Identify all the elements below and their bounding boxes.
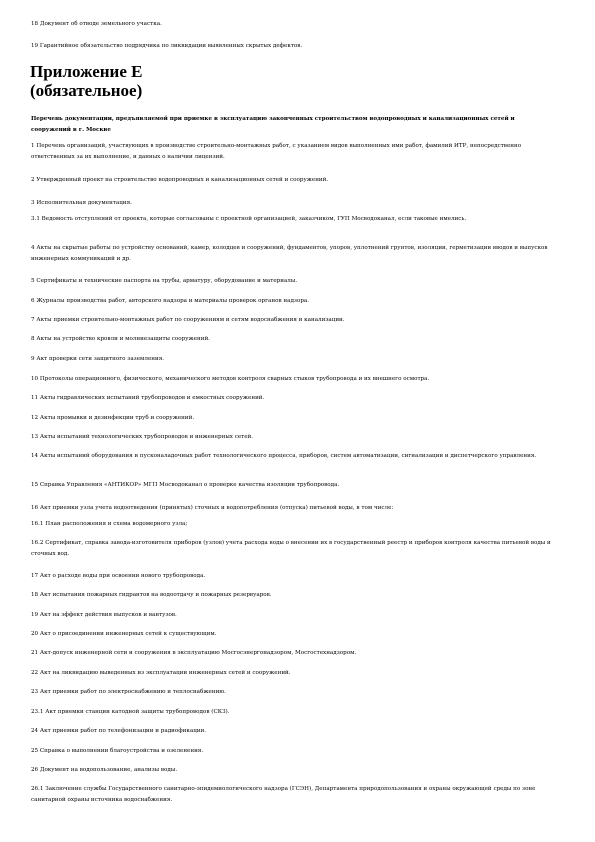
list-item: 3.1 Ведомость отступлений от проекта, которые согласованы с проектной организацией, заказчиком, ГУП Мосводоканал, если таковые имелись. xyxy=(31,216,467,222)
list-item: 24 Акт приемки работ по телефонизации и радиофикации. xyxy=(31,728,207,734)
intro-paragraph: Перечень документации, предъявляемой при приемке в эксплуатацию законченных строительством водопроводных и канализационных сетей и сооружений в г. Москве xyxy=(31,116,515,133)
list-item: 18 Акт испытания пожарных гидрантов на водоотдачу и пожарных резервуаров. xyxy=(31,592,272,598)
appendix-title-line2: (обязательное) xyxy=(30,81,143,100)
list-item: 10 Протоколы операционного, физического, механического методов контроля сварных стыков трубопровода и их внешнего осмотра. xyxy=(31,376,430,382)
list-item: 22 Акт на ликвидацию выведенных из эксплуатации инженерных сетей и сооружений. xyxy=(31,670,291,676)
list-item: 21 Акт-допуск инженерной сети и сооружения в эксплуатацию Мосгосэнергонадзором, Мосгостехнадзором. xyxy=(31,650,357,656)
list-item: 17 Акт о расходе воды при освоении нового трубопровода. xyxy=(31,573,206,579)
list-item: 9 Акт проверки сети защитного заземления. xyxy=(31,356,165,362)
list-item: 16.2 Сертификат, справка завода-изготовителя приборов (узлов) учета расхода воды о внесении их в государственный реестр и приборов контроля качества питьевой воды и сточных вод. xyxy=(31,540,551,557)
list-item: 18 Документ об отводе земельного участка. xyxy=(31,21,162,27)
list-item: 8 Акты на устройство кровли и молниезащиты сооружений. xyxy=(31,336,210,342)
list-item: 5 Сертификаты и технические паспорта на трубы, арматуру, оборудование и материалы. xyxy=(31,278,298,284)
appendix-title-line1: Приложение Е xyxy=(30,62,143,81)
list-item: 2 Утвержденный проект на строительство водопроводных и канализационных сетей и сооружений. xyxy=(31,177,329,183)
list-item: 25 Справка о выполнении благоустройства и озеленения. xyxy=(31,748,204,754)
list-item: 15 Справка Управления «АНТИКОР» МГП Мосводоканал о проверке качества изоляции трубопровода. xyxy=(31,482,340,488)
list-item: 26.1 Заключение службы Государственного санитарно-эпидемиологического надзора (ГСЭН), Департамента природопользования и охраны окружающей среды по зоне санитарной охраны источника водоснабжения. xyxy=(31,786,536,803)
list-item: 4 Акты на скрытые работы по устройству оснований, камер, колодцев и сооружений, фундаментов, упоров, уплотнений грунтов, изоляции, герметизации вводов и выпусков инженерных коммуникаций и др. xyxy=(31,245,548,262)
list-item: 19 Гарантийное обязательство подрядчика по ликвидации выявленных скрытых дефектов. xyxy=(31,43,303,49)
list-item: 16 Акт приемки узла учета водоотведения (принятых) сточных и водопотребления (отпуска) питьевой воды, в том числе: xyxy=(31,505,394,511)
list-item: 14 Акты испытаний оборудования и пусконаладочных работ технологического процесса, приборов, систем автоматизации, сигнализации и диспетчерского управления. xyxy=(31,453,537,459)
list-item: 11 Акты гидравлических испытаний трубопроводов и емкостных сооружений. xyxy=(31,395,265,401)
list-item: 6 Журналы производства работ, авторского надзора и материалы проверок органов надзора. xyxy=(31,298,310,304)
list-item: 23 Акт приемки работ по электроснабжению и теплоснабжению. xyxy=(31,689,226,695)
list-item: 7 Акты приемки строительно-монтажных работ по сооружениям и сетям водоснабжения и канализации. xyxy=(31,317,345,323)
list-item: 16.1 План расположения и схема водомерного узла; xyxy=(31,521,188,527)
appendix-title xyxy=(30,62,142,100)
list-item: 19 Акт на эффект действия выпусков и вантузов. xyxy=(31,612,177,618)
list-item: 3 Исполнительная документация. xyxy=(31,200,132,206)
list-item: 26 Документ на водопользование, анализы воды. xyxy=(31,767,178,773)
list-item: 1 Перечень организаций, участвующих в производстве строительно-монтажных работ, с указанием видов выполненных ими работ, фамилий ИТР, непосредственно ответственных за их выполнение, и данных о наличии лицензий. xyxy=(31,143,522,160)
list-item: 13 Акты испытаний технологических трубопроводов и инженерных сетей. xyxy=(31,434,254,440)
list-item: 20 Акт о присоединении инженерных сетей к существующим. xyxy=(31,631,217,637)
list-item: 12 Акты промывки и дезинфекции труб и сооружений. xyxy=(31,415,195,421)
list-item: 23.1 Акт приемки станции катодной защиты трубопроводов (СКЗ). xyxy=(31,709,230,715)
